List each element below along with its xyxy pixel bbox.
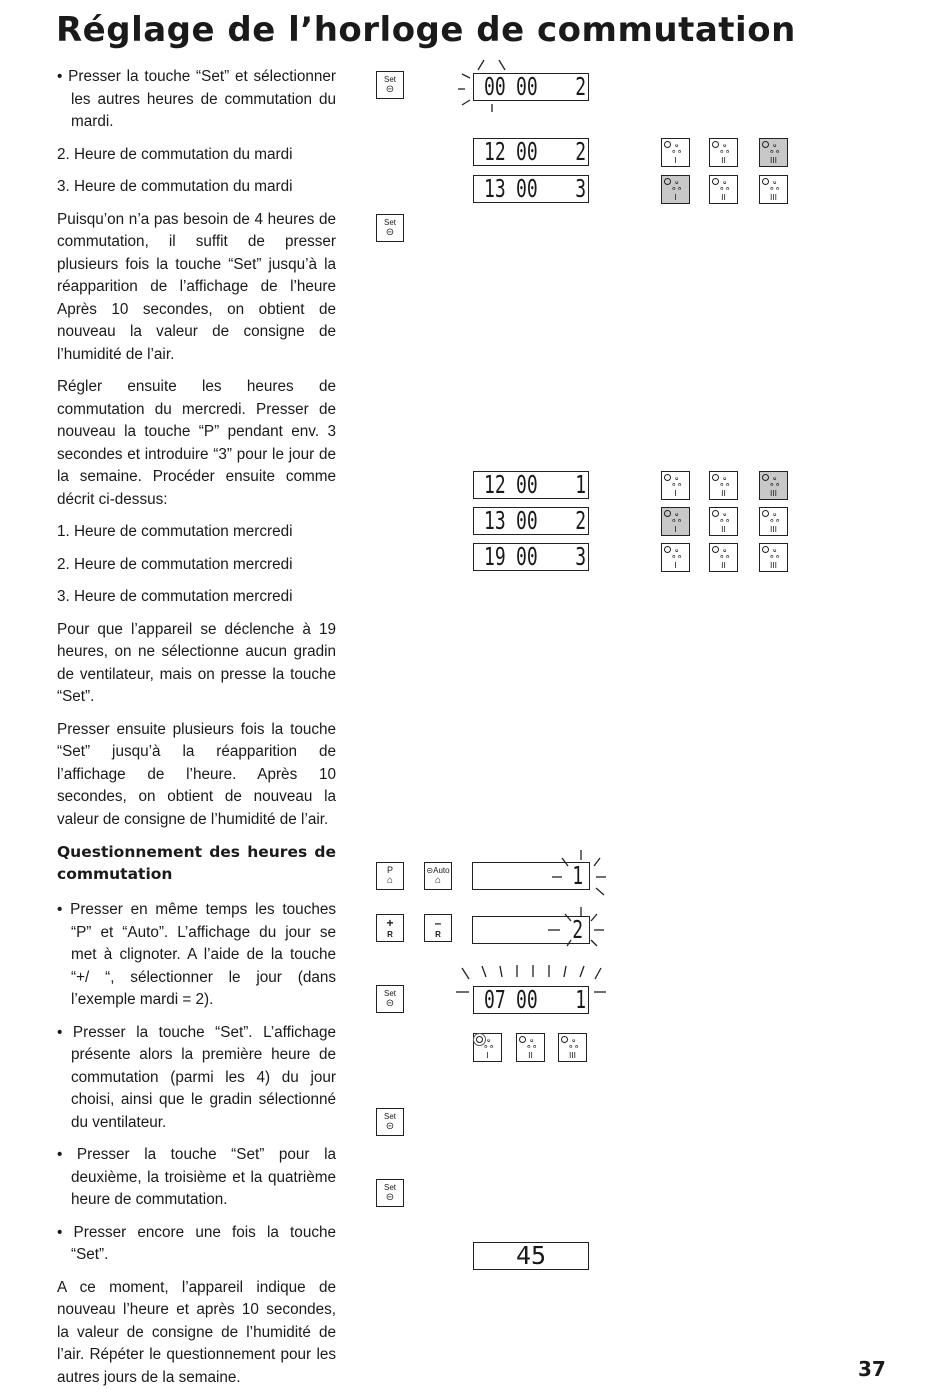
key-sublabel: R — [435, 930, 441, 939]
led-icon — [762, 141, 769, 148]
set-key — [376, 1179, 404, 1207]
fan-icon: ஃ — [569, 1037, 579, 1051]
paragraph: Presser ensuite plusieurs fois la touche “Set” jusqu’à la réapparition de l’affichage de l’heure. Après 10 secondes, on obtient de nouveau la valeur de consigne de l’humidité de l’air. — [57, 720, 336, 828]
lcd-display — [473, 986, 589, 1014]
led-icon — [664, 141, 671, 148]
key-label: ⊝Auto — [426, 866, 450, 875]
fan-level-label: I — [674, 489, 677, 498]
led-icon — [712, 178, 719, 185]
key-label: P — [386, 865, 393, 875]
set-key — [376, 985, 404, 1013]
fan-level-label: II — [721, 561, 726, 570]
set-key — [376, 71, 404, 99]
led-icon — [664, 474, 671, 481]
clock-icon: ⊝ — [385, 227, 395, 238]
fan-key-level-2 — [709, 471, 738, 500]
clock-icon: ⊝ — [385, 1192, 395, 1203]
led-icon — [762, 510, 769, 517]
key-label: Set — [383, 989, 396, 998]
clock-icon: ⊝ — [385, 84, 395, 95]
key-label: Set — [383, 218, 396, 227]
fan-key-level-3 — [759, 471, 788, 500]
page-title: Réglage de l’horloge de commutation — [56, 10, 796, 50]
fan-icon: ஃ — [770, 511, 780, 525]
lcd-display — [473, 507, 589, 535]
fan-key-level-3 — [759, 175, 788, 204]
paragraph: • Presser la touche “Set”. L’affichage présente alors la première heure de commutation (parmi les 4) du jour choisi, ainsi que le gradin sélectionné du ventilateur. — [57, 1023, 336, 1131]
fan-icon: ஃ — [672, 547, 682, 561]
fan-icon: ஃ — [484, 1037, 494, 1051]
display-minutes: 00 — [516, 506, 538, 535]
fan-icon: ஃ — [720, 142, 730, 156]
fan-level-label: II — [721, 489, 726, 498]
lcd-display — [472, 862, 590, 890]
blinking-led-icon — [476, 1036, 483, 1043]
fan-icon: ஃ — [770, 142, 780, 156]
display-day: 1 — [572, 861, 583, 890]
display-day: 3 — [575, 542, 586, 571]
fan-level-label: II — [721, 193, 726, 202]
display-minutes: 00 — [516, 542, 538, 571]
led-icon — [762, 546, 769, 553]
lcd-display — [473, 1242, 589, 1270]
fan-key-level-2 — [709, 138, 738, 167]
section-heading: Questionnement des heures de commutation — [57, 843, 336, 883]
display-humidity: 45 — [515, 1241, 547, 1270]
display-day: 2 — [575, 72, 586, 101]
display-minutes: 00 — [516, 470, 538, 499]
paragraph: 3. Heure de commutation du mardi — [57, 178, 293, 195]
display-day: 3 — [575, 174, 586, 203]
fan-key-level-1 — [661, 138, 690, 167]
fan-level-label: I — [674, 156, 677, 165]
led-icon — [664, 546, 671, 553]
display-minutes: 00 — [516, 137, 538, 166]
fan-key-level-1 — [473, 1033, 502, 1062]
fan-key-level-3 — [759, 507, 788, 536]
paragraph: Puisqu’on n’a pas besoin de 4 heures de commutation, il suffit de presser plusieurs fois la touche “Set” jusqu’à la réapparition de l’affichage de l’heure Après 10 secondes, on obtient de nouveau la valeur de consigne de l’humidité de l’air. — [57, 210, 336, 363]
display-hours: 12 — [484, 470, 506, 499]
fan-key-level-3 — [759, 138, 788, 167]
display-day: 1 — [575, 985, 586, 1014]
fan-key-level-1 — [661, 543, 690, 572]
display-hours: 13 — [484, 506, 506, 535]
fan-level-label: III — [769, 525, 778, 534]
minus-key — [424, 914, 452, 942]
paragraph: 2. Heure de commutation du mardi — [57, 145, 293, 163]
fan-icon: ஃ — [527, 1037, 537, 1051]
led-icon — [561, 1036, 568, 1043]
lcd-display — [473, 73, 589, 101]
plus-key — [376, 914, 404, 942]
fan-level-label: I — [674, 193, 677, 202]
clock-icon: ⊝ — [385, 998, 395, 1009]
fan-key-level-2 — [709, 507, 738, 536]
display-hours: 07 — [484, 985, 506, 1014]
paragraph: • Presser la touche “Set” pour la deuxième, la troisième et la quatrième heure de commutation. — [57, 1146, 336, 1208]
lcd-display — [472, 916, 590, 944]
fan-icon: ஃ — [672, 475, 682, 489]
paragraph: • Presser encore une fois la touche “Set”. — [57, 1223, 336, 1263]
fan-key-level-2 — [709, 175, 738, 204]
paragraph: • Presser la touche “Set” et sélectionner les autres heures de commutation du mardi. — [57, 68, 336, 130]
fan-level-label: I — [674, 561, 677, 570]
auto-key — [424, 862, 452, 890]
fan-key-level-1 — [661, 507, 690, 536]
display-hours: 00 — [484, 72, 506, 101]
key-label: Set — [383, 75, 396, 84]
key-label: Set — [383, 1112, 396, 1121]
lcd-display — [473, 175, 589, 203]
paragraph: A ce moment, l’appareil indique de nouveau l’heure et après 10 secondes, la valeur de consigne de l’humidité de l’air. Répéter le questionnement pour les autres jours de la semaine. — [57, 1278, 336, 1386]
display-hours: 19 — [484, 542, 506, 571]
display-day: 2 — [575, 506, 586, 535]
fan-icon: ஃ — [770, 475, 780, 489]
fan-icon: ஃ — [672, 142, 682, 156]
led-icon — [712, 546, 719, 553]
fan-key-level-1 — [661, 471, 690, 500]
display-hours: 12 — [484, 137, 506, 166]
lcd-display — [473, 543, 589, 571]
fan-level-label: I — [674, 525, 677, 534]
page-number: 37 — [858, 1357, 886, 1381]
led-icon — [712, 510, 719, 517]
fan-level-label: III — [769, 193, 778, 202]
key-label: + — [386, 916, 394, 930]
fan-icon: ஃ — [720, 511, 730, 525]
display-day: 2 — [572, 915, 583, 944]
display-hours: 13 — [484, 174, 506, 203]
paragraph: Pour que l’appareil se déclenche à 19 heures, on ne sélectionne aucun gradin de ventilateur, mais on presse la touche “Set”. — [57, 620, 336, 705]
fan-icon: ஃ — [720, 475, 730, 489]
fan-icon: ஃ — [720, 179, 730, 193]
fan-key-level-2 — [516, 1033, 545, 1062]
fan-level-label: II — [528, 1051, 533, 1060]
fan-level-label: III — [769, 156, 778, 165]
led-icon — [519, 1036, 526, 1043]
fan-icon: ஃ — [770, 547, 780, 561]
fan-level-label: III — [568, 1051, 577, 1060]
display-day: 2 — [575, 137, 586, 166]
fan-level-label: III — [769, 561, 778, 570]
fan-key-level-1 — [661, 175, 690, 204]
display-minutes: 00 — [516, 72, 538, 101]
fan-icon: ஃ — [770, 179, 780, 193]
paragraph: 3. Heure de commutation mercredi — [57, 588, 293, 605]
led-icon — [712, 141, 719, 148]
led-icon — [664, 178, 671, 185]
led-icon — [664, 510, 671, 517]
paragraph: • Presser en même temps les touches “P” et “Auto”. L’affichage du jour se met à clignoter. A l’aide de la touche “+/ “, sélectionner le jour (dans l’exemple mardi = 2). — [57, 901, 336, 1008]
lcd-display — [473, 138, 589, 166]
set-key — [376, 214, 404, 242]
fan-level-label: III — [769, 489, 778, 498]
key-label: Set — [383, 1183, 396, 1192]
fan-icon: ஃ — [672, 511, 682, 525]
set-key — [376, 1108, 404, 1136]
fan-level-label: II — [721, 156, 726, 165]
paragraph: 1. Heure de commutation mercredi — [57, 523, 293, 540]
display-minutes: 00 — [516, 985, 538, 1014]
fan-key-level-3 — [558, 1033, 587, 1062]
p-key — [376, 862, 404, 890]
fan-key-level-2 — [709, 543, 738, 572]
lcd-display — [473, 471, 589, 499]
fan-level-label: II — [721, 525, 726, 534]
bell-icon: ⌂ — [434, 875, 442, 886]
display-day: 1 — [575, 470, 586, 499]
paragraph: 2. Heure de commutation mercredi — [57, 555, 293, 573]
display-minutes: 00 — [516, 174, 538, 203]
bell-icon: ⌂ — [386, 875, 394, 886]
led-icon — [762, 178, 769, 185]
fan-key-level-3 — [759, 543, 788, 572]
led-icon — [712, 474, 719, 481]
clock-icon: ⊝ — [385, 1121, 395, 1132]
fan-icon: ஃ — [720, 547, 730, 561]
led-icon — [762, 474, 769, 481]
key-label: – — [434, 916, 442, 930]
fan-level-label: I — [486, 1051, 489, 1060]
key-sublabel: R — [387, 930, 393, 939]
paragraph: Régler ensuite les heures de commutation du mercredi. Presser de nouveau la touche “P” pendant env. 3 secondes et introduire “3” pour le jour de la semaine. Procéder ensuite comme décrit ci-dessus: — [57, 378, 336, 508]
fan-icon: ஃ — [672, 179, 682, 193]
